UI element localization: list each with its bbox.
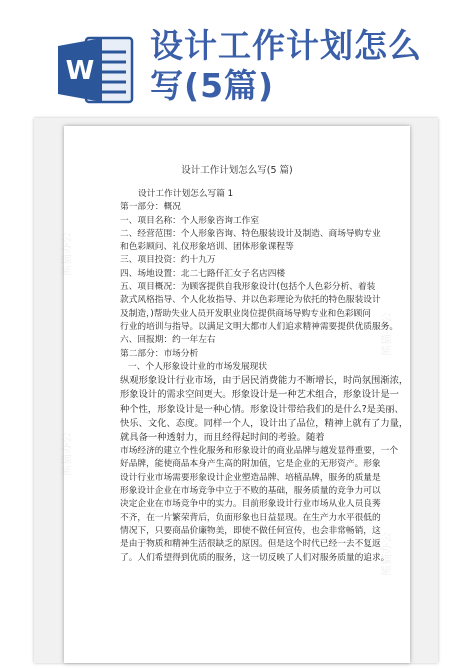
body-line: 种个性，形象设计是一种心情。形象设计带给我们的是什么?是美丽、 bbox=[120, 403, 404, 415]
subsection-heading: 一、个人形象设计业的市场发展现状 bbox=[128, 361, 267, 372]
watermark: 熊猫办公 bbox=[60, 432, 73, 476]
body-line: 设计行业市场需要形象设计企业塑造品牌、培植品牌，服务的质量是 bbox=[120, 472, 381, 483]
body-line: 三、项目投资：约十九万 bbox=[120, 255, 216, 266]
body-line: 及制造，)帮助失业人员开发职业岗位提供商场导购专业和色彩顾问 bbox=[120, 308, 371, 319]
headline-line-2: 写(5篇) bbox=[150, 66, 275, 105]
body-line: 形象设计企业在市场竞争中立于不败的基础，服务质量的竞争力可以 bbox=[120, 486, 381, 497]
body-line: 五、项目概况：为顾客提供自我形象设计(包括个人色彩分析、着装 bbox=[120, 282, 376, 293]
body-line: 一、项目名称：个人形象咨询工作室 bbox=[120, 215, 259, 226]
body-line: 纵观形象设计行业市场，由于居民消费能力不断增长，时尚氛围渐浓， bbox=[120, 375, 409, 387]
body-line: 不齐，在一片繁荣背后，负面形象也日益显现。在生产力水平很低的 bbox=[120, 512, 381, 523]
body-line: 了。人们希望得到优质的服务，这一切反映了人们对服务质量的追求。 bbox=[120, 552, 390, 563]
document-title: 设计工作计划怎么写(5 篇) bbox=[181, 165, 293, 176]
word-icon-letter: W bbox=[65, 56, 95, 86]
body-line: 二、经营范围：个人形象咨询、特色服装设计及制造、商场导购专业 bbox=[120, 228, 381, 239]
body-line: 是由于物质和精神生活很缺乏的原因。但是这个时代已经一去不复返 bbox=[120, 539, 381, 550]
page-header bbox=[0, 0, 474, 120]
part-heading: 第一部分：概况 bbox=[120, 202, 181, 213]
word-document-icon bbox=[56, 34, 136, 106]
body-line: 情况下，只要商品价廉物美，即使不做任何宣传，也会非常畅销，这 bbox=[120, 525, 381, 536]
body-line: 决定企业在市场竞争中的实力。目前形象设计行业市场从业人员良莠 bbox=[120, 499, 381, 510]
body-line: 市场经济的建立个性化服务和形象设计的商业品牌与越发显得重要，一个 bbox=[120, 446, 398, 457]
body-line: 就具备一种透射力，而且经得起时间的考验。随着 bbox=[120, 431, 325, 443]
document-page bbox=[60, 126, 410, 663]
part-heading: 第二部分：市场分析 bbox=[120, 348, 199, 359]
headline-line-1: 设计工作计划怎么 bbox=[150, 26, 422, 65]
body-line: 行业的培训与指导。以满足文明大都市人们追求精神需要提供优质服务。 bbox=[120, 321, 398, 332]
watermark: 熊猫办公 bbox=[60, 232, 73, 276]
page-headline bbox=[150, 26, 460, 106]
body-line: 形象设计的需求空间更大。形象设计是一种艺术组合，形象设计是一 bbox=[120, 389, 399, 401]
body-line: 四、场地设置：北二七路仟汇女子名店四楼 bbox=[120, 268, 286, 279]
body-line: 款式风格指导、个人化妆指导、并以色彩理论为依托的特色服装设计 bbox=[120, 295, 381, 306]
watermark: 熊猫办公 bbox=[380, 532, 393, 576]
body-line: 好品牌，能使商品本身产生高的附加值，它是企业的无形资产。形象 bbox=[120, 459, 381, 470]
watermark: 熊猫办公 bbox=[380, 312, 393, 356]
body-line: 快乐、文化、态度。同样一个人，设计出了品位，精神上就有了力量， bbox=[120, 417, 409, 429]
body-line: 和色彩顾问、礼仪形象培训、团体形象课程等 bbox=[120, 242, 294, 253]
section-heading: 设计工作计划怎么写篇 1 bbox=[138, 189, 234, 199]
body-line: 六、回报期：约一年左右 bbox=[120, 335, 216, 346]
